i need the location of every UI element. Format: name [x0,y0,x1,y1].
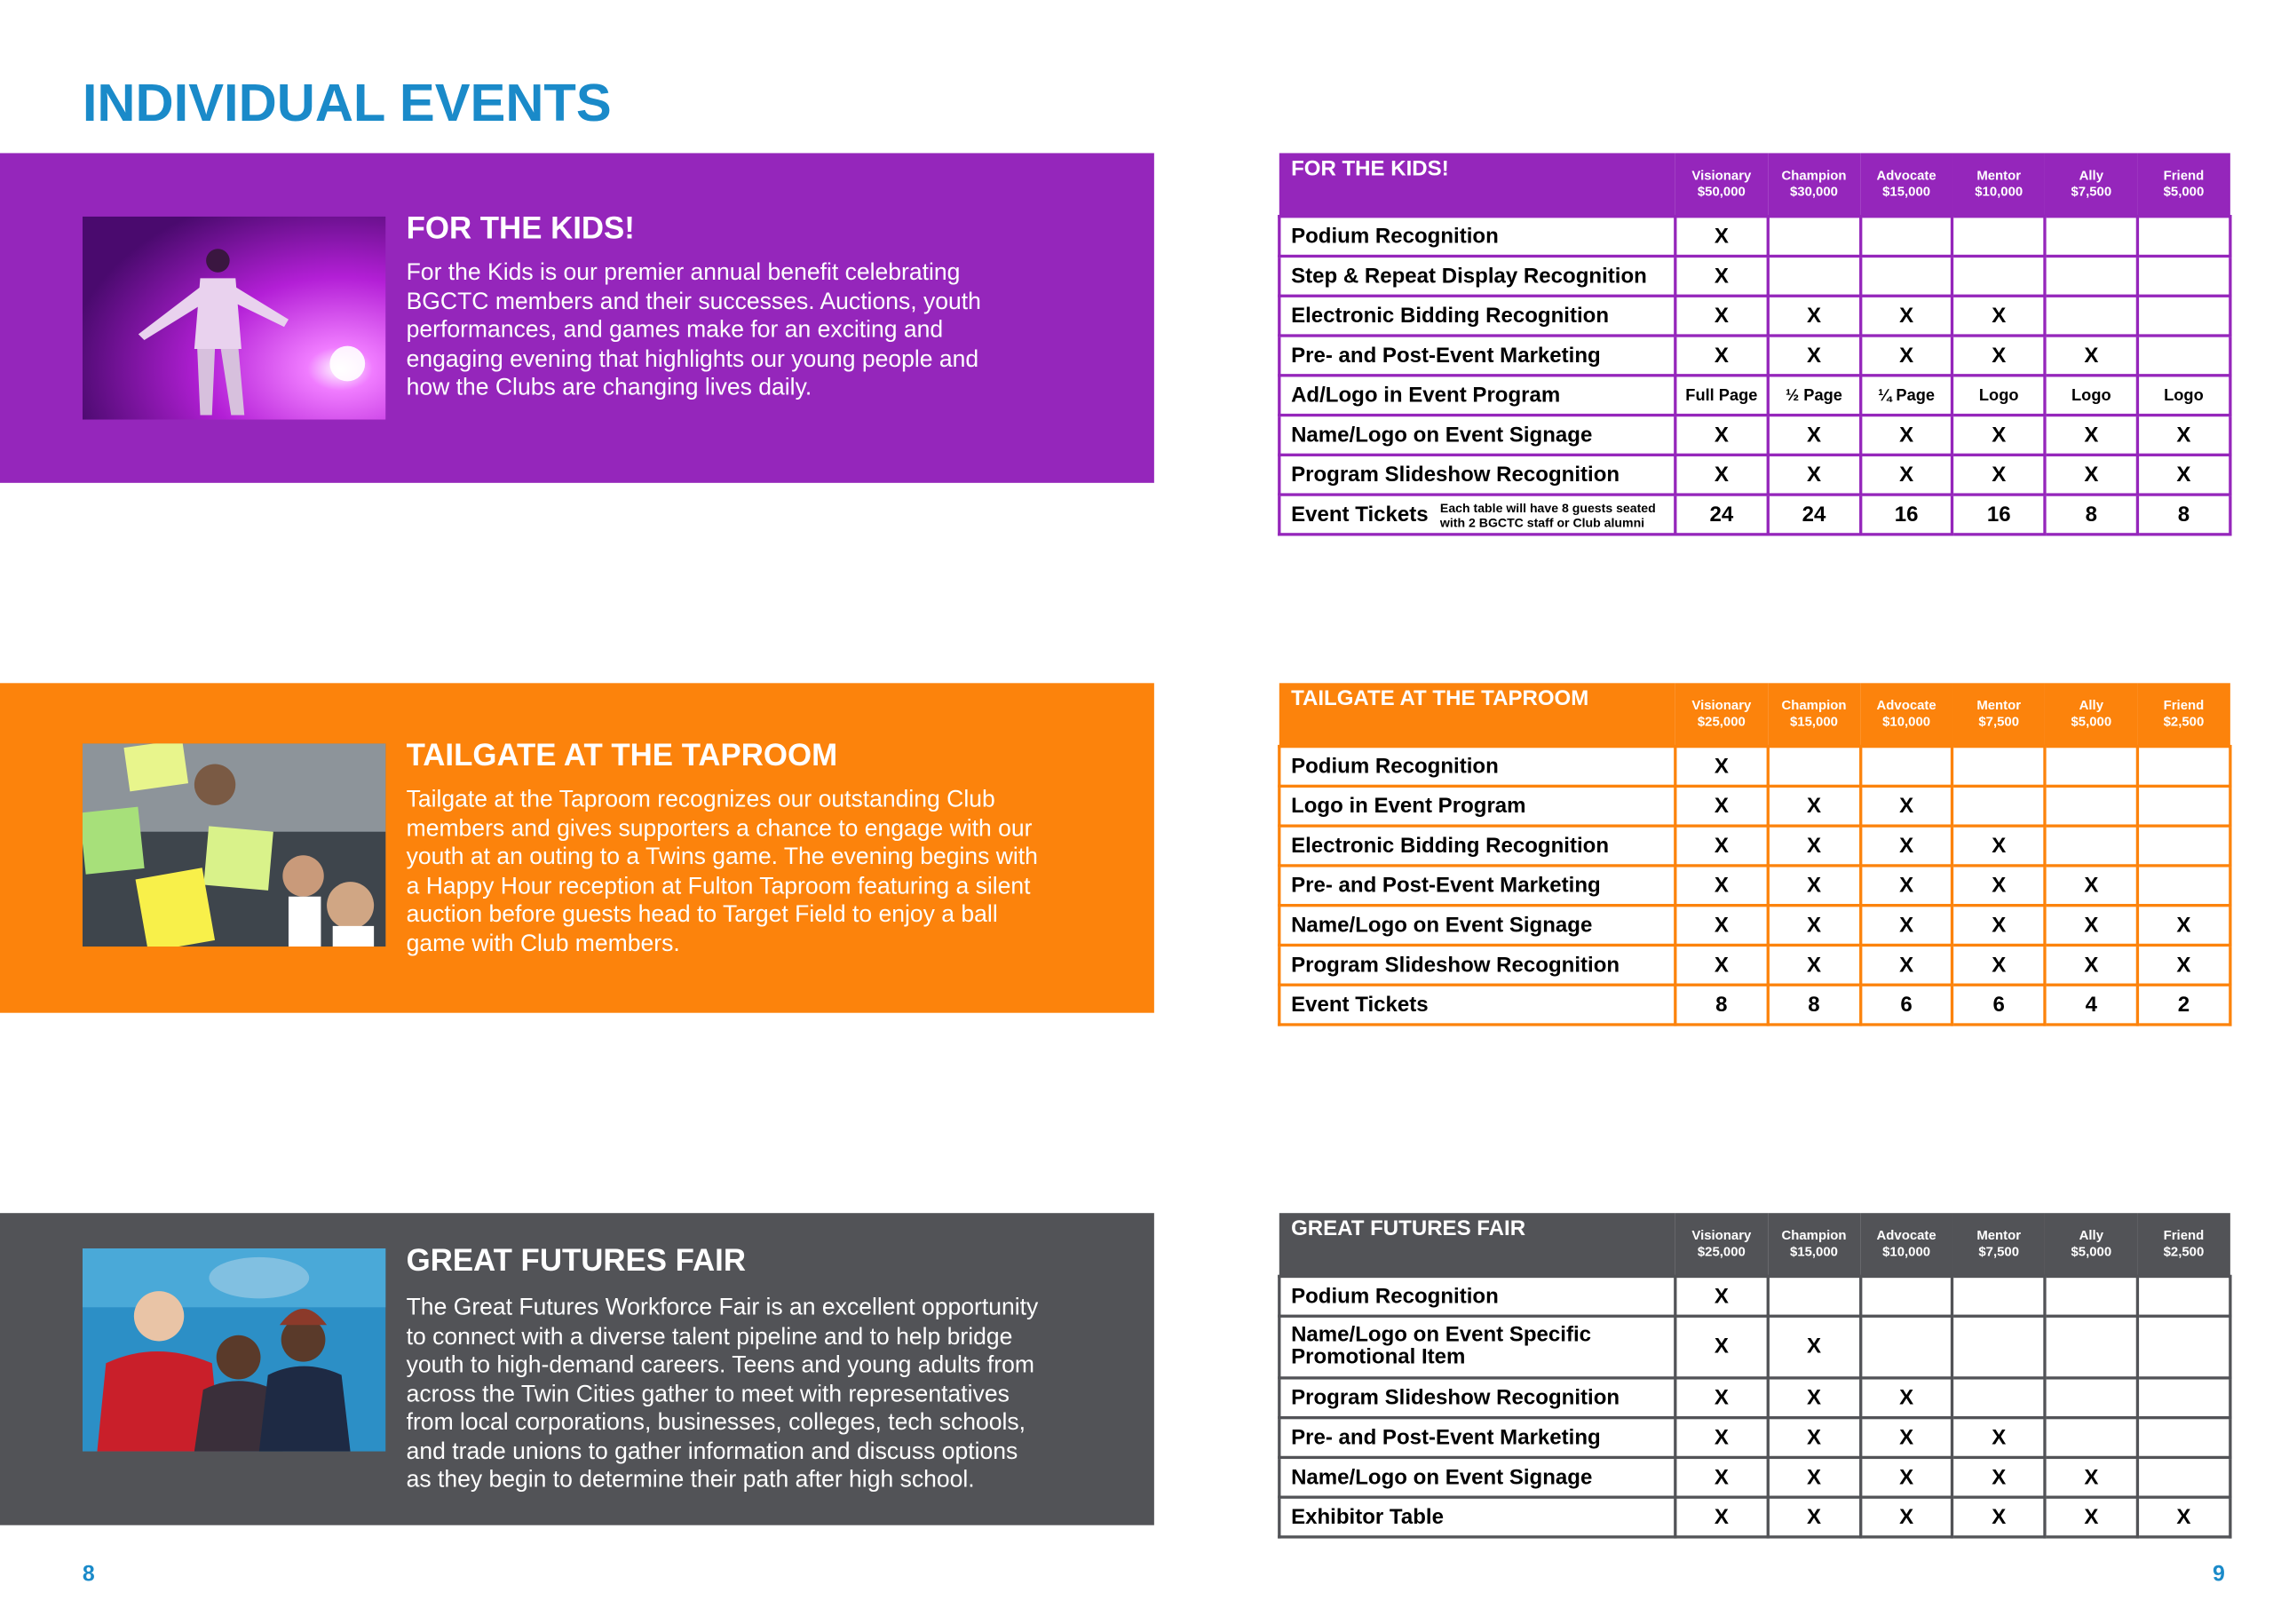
benefit-cell: X [1768,945,1860,985]
row-label: Name/Logo on Event Signage [1279,1457,1675,1497]
benefit-cell [1952,256,2045,296]
table-title: FOR THE KIDS! [1291,157,1449,181]
event-description: The Great Futures Workforce Fair is an excellent opportunity to connect with a diverse talent pipeline and to help bridge youth to high-demand careers. Teens and young adults from across the Twin Cities gather to meet with representatives from local corporations, businesses, colleges, tech schools, and trade unions to gather information and discuss options as they begin to determine their path after high school. [406,1295,1039,1493]
level-amount: $25,000 [1697,1244,1746,1259]
benefit-cell [2137,336,2229,376]
level-amount: $30,000 [1789,184,1838,199]
table-row [1279,786,2230,826]
benefit-cell: X [2045,416,2137,456]
level-amount: $10,000 [1882,714,1931,729]
benefit-cell [2137,866,2229,906]
level-name: Friend [2163,697,2205,713]
benefit-cell: X [1768,1457,1860,1497]
row-label: Name/Logo on Event Signage [1279,906,1675,946]
benefit-cell [1952,1316,2045,1378]
benefit-cell [2045,256,2137,296]
benefit-cell: X [1675,866,1768,906]
benefit-cell: X [1675,786,1768,826]
level-amount: $7,500 [1978,1244,2020,1259]
benefit-cell: Logo [1952,376,2045,416]
benefit-cell: X [1768,786,1860,826]
level-name: Mentor [1976,697,2022,713]
benefit-cell: X [1768,1378,1860,1418]
level-header-visionary [1675,153,1768,216]
level-amount: $10,000 [1882,1244,1931,1259]
level-name: Champion [1781,168,1847,183]
benefit-cell [1860,1276,1952,1316]
benefit-cell: X [1860,945,1952,985]
benefit-cell [2045,786,2137,826]
table-row [1279,296,2230,336]
benefit-cell: ¼ Page [1860,376,1952,416]
benefit-cell: 6 [1952,985,2045,1025]
benefit-cell [1860,256,1952,296]
table-title: TAILGATE AT THE TAPROOM [1291,687,1589,711]
benefit-cell: 24 [1768,495,1860,535]
benefit-cell [1952,747,2045,787]
benefit-cell: X [1675,1378,1768,1418]
benefit-cell [2045,826,2137,866]
benefit-cell: X [1952,826,2045,866]
benefit-cell: X [1675,1316,1768,1378]
row-label: Pre- and Post-Event Marketing [1279,1418,1675,1458]
table-row [1279,945,2230,985]
benefit-cell: X [2045,906,2137,946]
benefit-cell: X [1675,1276,1768,1316]
level-header-friend [2137,153,2229,216]
benefit-cell: X [1675,336,1768,376]
benefit-cell [1768,217,1860,257]
benefit-cell: Logo [2137,376,2229,416]
event-description: For the Kids is our premier annual benefit celebrating BGCTC members and their successes. Auctions, youth performances, and games make for an exciting and engaging evening that highlights our young people and how the Clubs are changing lives daily. [406,260,981,400]
benefit-cell: X [2137,1497,2229,1537]
benefit-cell: ½ Page [1768,376,1860,416]
benefit-cell: 24 [1675,495,1768,535]
table-row [1279,256,2230,296]
table-row [1279,455,2230,495]
level-amount: $15,000 [1789,714,1838,729]
level-name: Friend [2163,1227,2205,1243]
kids-with-signs-at-ballpark-photo [83,743,386,947]
benefit-cell [1952,217,2045,257]
benefit-cell [1860,217,1952,257]
benefit-cell: X [1860,336,1952,376]
benefit-cell: X [1860,906,1952,946]
level-header-visionary [1675,683,1768,746]
benefit-cell: X [1952,1457,2045,1497]
table-row [1279,1316,2230,1378]
benefit-cell: X [1768,1316,1860,1378]
table-row [1279,1457,2230,1497]
level-name: Champion [1781,1227,1847,1243]
level-amount: $5,000 [2071,1244,2112,1259]
row-label: Podium Recognition [1279,747,1675,787]
benefit-cell: X [1675,455,1768,495]
benefit-cell: 16 [1860,495,1952,535]
row-label: Event Tickets [1291,503,1429,527]
benefit-cell: X [2045,866,2137,906]
level-header-visionary [1675,1213,1768,1276]
benefit-cell: X [1768,296,1860,336]
event-title: GREAT FUTURES FAIR [406,1244,746,1279]
benefit-cell: X [2137,945,2229,985]
benefit-cell: X [2137,455,2229,495]
benefit-cell: X [1860,455,1952,495]
benefit-cell: X [2045,1497,2137,1537]
benefit-cell: 2 [2137,985,2229,1025]
benefit-cell: X [1768,866,1860,906]
row-label: Electronic Bidding Recognition [1279,826,1675,866]
benefit-cell: X [1952,906,2045,946]
table-row [1279,217,2230,257]
performer-on-stage-photo [83,217,386,420]
benefit-cell: X [1768,826,1860,866]
benefit-cell [2045,296,2137,336]
benefit-cell: X [1768,1418,1860,1458]
row-label-tickets [1279,495,1675,535]
benefit-cell [1768,1276,1860,1316]
benefit-cell: X [1860,1378,1952,1418]
level-header-ally [2045,683,2137,746]
benefit-cell: X [1675,826,1768,866]
tickets-note: Each table will have 8 guests seated with 2 BGCTC staff or Club alumni [1439,499,1656,530]
level-name: Visionary [1691,1227,1752,1243]
row-label: Event Tickets [1279,985,1675,1025]
table-row [1279,866,2230,906]
level-name: Friend [2163,168,2205,183]
table-row [1279,495,2230,535]
benefit-cell: 6 [1860,985,1952,1025]
benefit-cell: X [1675,906,1768,946]
benefit-cell: X [1952,945,2045,985]
level-header-ally [2045,1213,2137,1276]
level-header-friend [2137,1213,2229,1276]
level-header-ally [2045,153,2137,216]
event-panel-tailgate [0,683,1154,1012]
level-header-mentor [1952,683,2045,746]
table-row [1279,1276,2230,1316]
benefit-cell: X [1675,1497,1768,1537]
benefit-cell: X [1860,1497,1952,1537]
benefit-cell: X [2137,416,2229,456]
benefit-cell [2045,1276,2137,1316]
benefit-cell [2137,1418,2229,1458]
benefit-cell: X [1952,866,2045,906]
benefit-cell [2137,786,2229,826]
benefit-cell: X [1952,1497,2045,1537]
benefit-cell: X [1952,1418,2045,1458]
benefit-cell [2045,747,2137,787]
benefit-cell: X [1768,906,1860,946]
benefit-cell: 8 [1768,985,1860,1025]
benefit-cell [2137,256,2229,296]
level-amount: $7,500 [2071,184,2112,199]
benefit-cell [2045,217,2137,257]
level-name: Ally [2079,1227,2104,1243]
benefit-cell: Full Page [1675,376,1768,416]
level-name: Advocate [1876,697,1936,713]
benefit-cell [1952,786,2045,826]
benefit-cell: X [1675,296,1768,336]
level-amount: $5,000 [2071,714,2112,729]
level-amount: $15,000 [1882,184,1931,199]
benefit-cell: X [1675,1418,1768,1458]
benefit-cell: X [1675,747,1768,787]
benefit-cell: X [1952,455,2045,495]
youth-group-at-fair-photo [83,1248,386,1452]
level-header-advocate [1860,683,1952,746]
level-name: Mentor [1976,1227,2022,1243]
level-amount: $2,500 [2163,714,2205,729]
benefit-cell: 8 [1675,985,1768,1025]
row-label: Podium Recognition [1279,1276,1675,1316]
benefit-cell: X [1675,416,1768,456]
row-label: Exhibitor Table [1279,1497,1675,1537]
benefit-cell [1768,747,1860,787]
table-row [1279,747,2230,787]
row-label: Name/Logo on Event Signage [1279,416,1675,456]
benefit-cell [1768,256,1860,296]
level-header-champion [1768,1213,1860,1276]
sponsorship-table-tailgate [1278,683,2231,1026]
level-amount: $7,500 [1978,714,2020,729]
row-label: Pre- and Post-Event Marketing [1279,336,1675,376]
benefit-cell [2137,1378,2229,1418]
benefit-cell: X [1860,826,1952,866]
row-label: Logo in Event Program [1279,786,1675,826]
benefit-cell [1860,1316,1952,1378]
benefit-cell: X [1952,296,2045,336]
benefit-cell: X [2045,336,2137,376]
row-label: Program Slideshow Recognition [1279,945,1675,985]
benefit-cell: X [1768,1497,1860,1537]
level-amount: $2,500 [2163,1244,2205,1259]
benefit-cell: 8 [2137,495,2229,535]
level-name: Ally [2079,697,2104,713]
level-amount: $5,000 [2163,184,2205,199]
benefit-cell [2137,1316,2229,1378]
benefit-cell [2045,1418,2137,1458]
benefit-cell: Logo [2045,376,2137,416]
benefit-cell: X [1860,296,1952,336]
level-name: Champion [1781,697,1847,713]
event-title: FOR THE KIDS! [406,211,635,246]
benefit-cell [2137,747,2229,787]
benefit-cell: X [1675,1457,1768,1497]
level-name: Advocate [1876,1227,1936,1243]
benefit-cell: X [1952,416,2045,456]
benefit-cell: X [2045,945,2137,985]
benefit-cell: X [1675,256,1768,296]
level-header-champion [1768,153,1860,216]
level-header-friend [2137,683,2229,746]
benefit-cell: X [1860,1457,1952,1497]
benefit-cell [1952,1378,2045,1418]
sponsorship-table-kids [1278,153,2231,535]
page-number-right: 9 [2212,1562,2225,1588]
table-row [1279,1418,2230,1458]
row-label: Pre- and Post-Event Marketing [1279,866,1675,906]
table-row [1279,1378,2230,1418]
table-row [1279,336,2230,376]
benefit-cell: X [1768,455,1860,495]
event-panel-futures [0,1213,1154,1525]
level-name: Advocate [1876,168,1936,183]
table-row [1279,1497,2230,1537]
benefit-cell: X [1768,416,1860,456]
benefit-cell [2137,1457,2229,1497]
benefit-cell: X [1860,1418,1952,1458]
benefit-cell [2137,826,2229,866]
row-label: Electronic Bidding Recognition [1279,296,1675,336]
benefit-cell: X [1768,336,1860,376]
row-label: Name/Logo on Event Specific Promotional Item [1279,1316,1675,1378]
benefit-cell: X [1860,866,1952,906]
benefit-cell: 16 [1952,495,2045,535]
benefit-cell [2137,296,2229,336]
level-header-mentor [1952,153,2045,216]
level-header-mentor [1952,1213,2045,1276]
table-row [1279,826,2230,866]
benefit-cell: X [2045,455,2137,495]
table-row [1279,906,2230,946]
table-row [1279,376,2230,416]
level-amount: $25,000 [1697,714,1746,729]
benefit-cell: 4 [2045,985,2137,1025]
benefit-cell: 8 [2045,495,2137,535]
level-header-advocate [1860,1213,1952,1276]
row-label: Ad/Logo in Event Program [1279,376,1675,416]
benefit-cell [2137,217,2229,257]
benefit-cell: X [2137,906,2229,946]
benefit-cell [2045,1378,2137,1418]
event-title: TAILGATE AT THE TAPROOM [406,739,838,773]
level-name: Visionary [1691,168,1752,183]
level-name: Visionary [1691,697,1752,713]
level-name: Ally [2079,168,2104,183]
level-amount: $15,000 [1789,1244,1838,1259]
benefit-cell [1860,747,1952,787]
page-title: INDIVIDUAL EVENTS [82,72,612,133]
table-row [1279,985,2230,1025]
benefit-cell [2045,1316,2137,1378]
level-name: Mentor [1976,168,2022,183]
event-description: Tailgate at the Taproom recognizes our outstanding Club members and gives supporters a chance to engage with our youth at an outing to a Twins game. The evening begins with a Happy Hour reception at Fulton Taproom featuring a silent auction before guests head to Target Field to enjoy a ball game with Club members. [406,788,1038,956]
level-amount: $10,000 [1975,184,2024,199]
row-label: Podium Recognition [1279,217,1675,257]
page-number-left: 8 [82,1562,95,1588]
table-row [1279,416,2230,456]
benefit-cell: X [2045,1457,2137,1497]
row-label: Program Slideshow Recognition [1279,455,1675,495]
table-title: GREAT FUTURES FAIR [1291,1217,1526,1241]
level-amount: $50,000 [1697,184,1746,199]
benefit-cell: X [1952,336,2045,376]
benefit-cell [1952,1276,2045,1316]
level-header-champion [1768,683,1860,746]
benefit-cell [2137,1276,2229,1316]
row-label: Program Slideshow Recognition [1279,1378,1675,1418]
benefit-cell: X [1675,217,1768,257]
sponsorship-table-futures [1278,1213,2231,1538]
benefit-cell: X [1675,945,1768,985]
level-header-advocate [1860,153,1952,216]
benefit-cell: X [1860,416,1952,456]
benefit-cell: X [1860,786,1952,826]
row-label: Step & Repeat Display Recognition [1279,256,1675,296]
event-panel-kids [0,153,1154,482]
